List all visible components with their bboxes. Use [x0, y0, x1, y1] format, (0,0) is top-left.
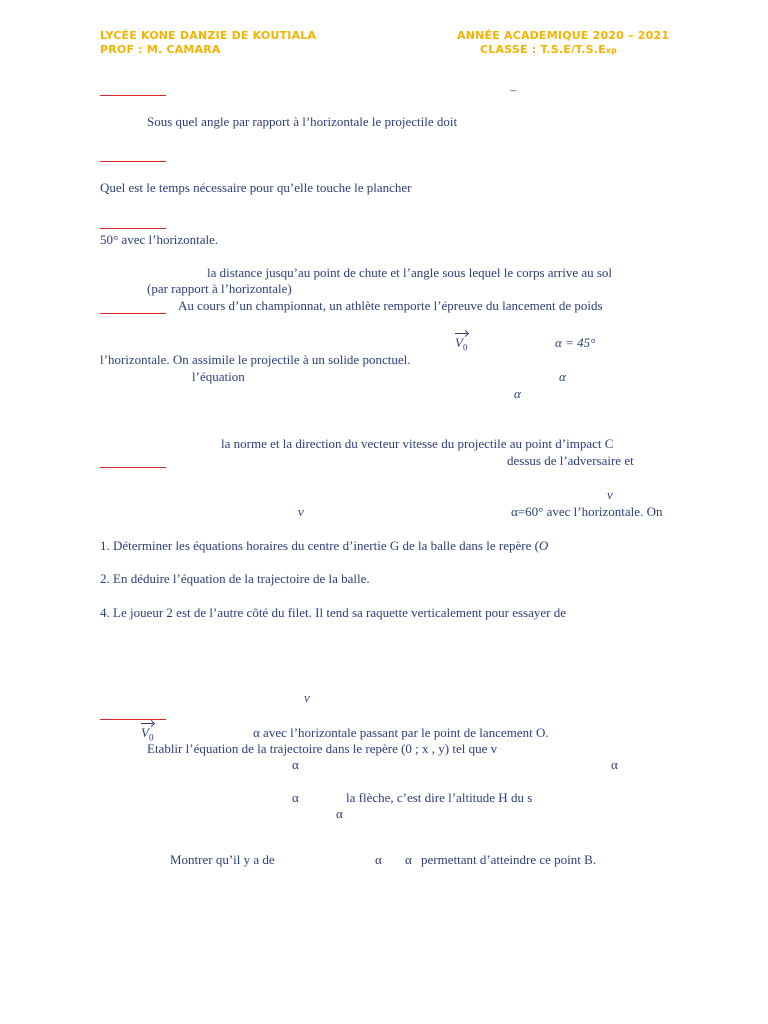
- school-name: LYCÉE KONE DANZIE DE KOUTIALA: [100, 29, 317, 42]
- question-velocity: la norme et la direction du vecteur vitesse du projectile au point d’impact C: [221, 436, 614, 451]
- alpha-symbol: α: [375, 852, 382, 867]
- question-distance-cont: (par rapport à l’horizontale): [147, 281, 292, 296]
- angle-text: 50° avec l’horizontale.: [100, 232, 219, 247]
- velocity-symbol: v: [298, 504, 304, 519]
- tennis-intro: dessus de l’adversaire et: [507, 453, 634, 468]
- question-show: Montrer qu’il y a de: [170, 852, 275, 867]
- vector-v0: $V_0$: [141, 725, 153, 746]
- alpha-symbol: α: [292, 790, 299, 805]
- alpha-value: α = 45°: [555, 335, 596, 350]
- class-label: CLASSE : T.S.E/T.S.Exp: [480, 43, 618, 56]
- question-angle: Sous quel angle par rapport à l’horizontale le projectile doit: [147, 114, 458, 129]
- trajectory-question: Etablir l’équation de la trajectoire dans le repère (0 ; x , y) tel que v: [147, 741, 498, 756]
- alpha-symbol: α: [514, 386, 521, 401]
- exercise-rule: [100, 313, 166, 314]
- launch-angle: α avec l’horizontale passant par le point de lancement O.: [253, 725, 549, 740]
- projectile-assumption: l’horizontale. On assimile le projectile à un solide ponctuel.: [100, 352, 411, 367]
- vector-v0: $V_0$: [455, 335, 467, 356]
- exercise-intro: Au cours d’un championnat, un athlète remporte l’épreuve du lancement de poids: [178, 298, 603, 313]
- dash-mark: –: [510, 82, 517, 97]
- question-time: Quel est le temps nécessaire pour qu’elle touche le plancher: [100, 180, 412, 195]
- teacher-name: PROF : M. CAMARA: [100, 43, 221, 56]
- alpha-symbol: α: [336, 806, 343, 821]
- question-1: 1. Déterminer les équations horaires du centre d’inertie G de la balle dans le repère (O: [100, 538, 549, 553]
- reach-point-b: permettant d’atteindre ce point B.: [421, 852, 597, 867]
- question-4: 4. Le joueur 2 est de l’autre côté du filet. Il tend sa raquette verticalement pour essayer de: [100, 605, 567, 620]
- question-distance: la distance jusqu’au point de chute et l’angle sous lequel le corps arrive au sol: [207, 265, 613, 280]
- velocity-symbol: v: [304, 690, 310, 705]
- arrow-height: la flèche, c’est dire l’altitude H du s: [346, 790, 533, 805]
- academic-year: ANNÉE ACADEMIQUE 2020 – 2021: [457, 29, 670, 42]
- exercise-rule: [100, 95, 166, 96]
- alpha-symbol: α: [292, 757, 299, 772]
- alpha-symbol: α: [405, 852, 412, 867]
- exercise-rule: [100, 467, 166, 468]
- exercise-rule: [100, 161, 166, 162]
- angle-60: α=60° avec l’horizontale. On: [511, 504, 663, 519]
- equation-label: l’équation: [192, 369, 245, 384]
- exercise-rule: [100, 228, 166, 229]
- question-2: 2. En déduire l’équation de la trajectoire de la balle.: [100, 571, 370, 586]
- exercise-rule: [100, 719, 166, 720]
- alpha-symbol: α: [611, 757, 618, 772]
- alpha-symbol: α: [559, 369, 566, 384]
- velocity-symbol: v: [607, 487, 613, 502]
